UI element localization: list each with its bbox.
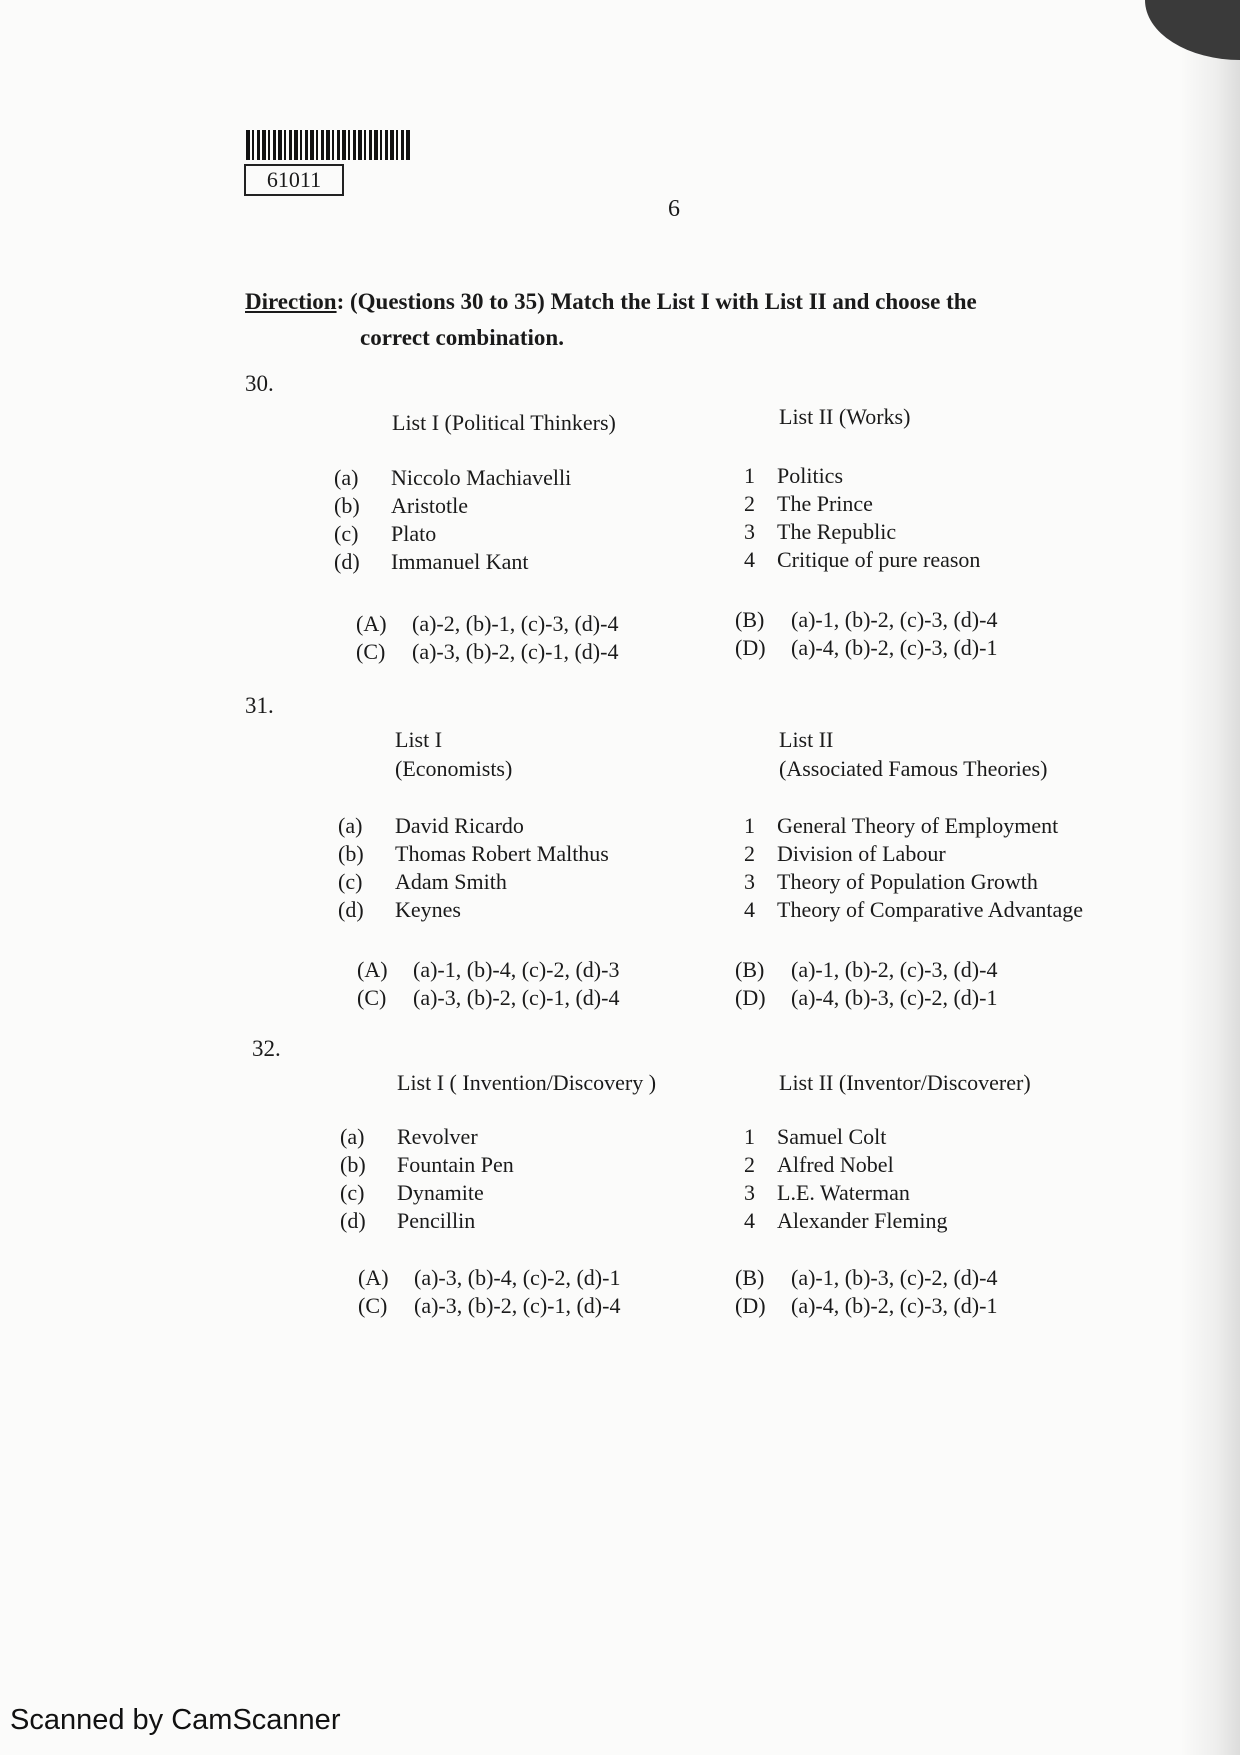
list1 (340, 1123, 514, 1235)
list1-item: (a) Niccolo Machiavelli (334, 465, 572, 490)
list2 (744, 1123, 947, 1235)
options-right (735, 1264, 997, 1320)
list2-item: 1 Politics (744, 463, 844, 488)
direction-line1: : (Questions 30 to 35) Match the List I with List II and choose the (336, 289, 977, 314)
list2-item: 4 Alexander Fleming (744, 1208, 948, 1233)
direction-label: Direction (245, 289, 337, 314)
page-edge-shadow (1180, 0, 1240, 1755)
list2-item: 1 Samuel Colt (744, 1124, 887, 1149)
list2-heading (779, 725, 1047, 783)
list2-heading-line: (Associated Famous Theories) (779, 756, 1048, 781)
option-a[interactable]: (A) (a)-3, (b)-4, (c)-2, (d)-1 (358, 1265, 621, 1290)
list2 (744, 812, 1083, 924)
list2-item: 4 Theory of Comparative Advantage (744, 897, 1084, 922)
list2-item: 2 Division of Labour (744, 841, 946, 866)
options-left (357, 956, 619, 1012)
list1-item: (b) Fountain Pen (340, 1152, 514, 1177)
barcode (246, 130, 411, 160)
scanner-watermark: Scanned by CamScanner (10, 1704, 341, 1736)
list2-heading (779, 1068, 1031, 1097)
list2 (744, 462, 980, 574)
option-d[interactable]: (D) (a)-4, (b)-2, (c)-3, (d)-1 (735, 1293, 998, 1318)
list1 (338, 812, 609, 924)
question-number: 32. (252, 1036, 281, 1061)
option-c[interactable]: (C) (a)-3, (b)-2, (c)-1, (d)-4 (356, 639, 619, 664)
list1-item: (d) Keynes (338, 897, 461, 922)
list1-item: (a) Revolver (340, 1124, 478, 1149)
option-a[interactable]: (A) (a)-1, (b)-4, (c)-2, (d)-3 (357, 957, 620, 982)
question-number: 30. (245, 371, 274, 396)
list2-heading-line: List II (Inventor/Discoverer) (779, 1070, 1031, 1095)
list1-heading (395, 725, 512, 783)
list2-item: 1 General Theory of Employment (744, 813, 1059, 838)
list1-item: (c) Adam Smith (338, 869, 507, 894)
options-right (735, 956, 997, 1012)
list2-heading-line: List II (Works) (779, 404, 911, 429)
list2-heading-line: List II (779, 727, 834, 752)
list1-item: (b) Aristotle (334, 493, 468, 518)
option-b[interactable]: (B) (a)-1, (b)-2, (c)-3, (d)-4 (735, 607, 998, 632)
list1-item: (b) Thomas Robert Malthus (338, 841, 609, 866)
list1-heading-line: List I (Political Thinkers) (392, 410, 616, 435)
list2-item: 3 Theory of Population Growth (744, 869, 1038, 894)
question-number: 31. (245, 693, 274, 718)
list1-item: (c) Dynamite (340, 1180, 484, 1205)
direction-line2: correct combination. (360, 325, 564, 350)
option-d[interactable]: (D) (a)-4, (b)-3, (c)-2, (d)-1 (735, 985, 998, 1010)
list1-item: (a) David Ricardo (338, 813, 524, 838)
option-b[interactable]: (B) (a)-1, (b)-3, (c)-2, (d)-4 (735, 1265, 998, 1290)
list1-item: (d) Immanuel Kant (334, 549, 529, 574)
option-b[interactable]: (B) (a)-1, (b)-2, (c)-3, (d)-4 (735, 957, 998, 982)
list1-heading-line: (Economists) (395, 756, 513, 781)
list1-heading-line: List I ( Invention/Discovery ) (397, 1070, 657, 1095)
option-c[interactable]: (C) (a)-3, (b)-2, (c)-1, (d)-4 (357, 985, 620, 1010)
list1-heading (397, 1068, 656, 1097)
list1-heading-line: List I (395, 727, 443, 752)
list2-item: 2 The Prince (744, 491, 873, 516)
list2-item: 4 Critique of pure reason (744, 547, 981, 572)
list1-item: (d) Pencillin (340, 1208, 476, 1233)
paper-code-box: 61011 (244, 164, 344, 196)
list1-item: (c) Plato (334, 521, 437, 546)
page-corner-fold (1145, 0, 1240, 60)
list2-heading (779, 402, 910, 431)
options-left (358, 1264, 620, 1320)
direction-block (245, 284, 1075, 356)
list2-item: 2 Alfred Nobel (744, 1152, 894, 1177)
options-left (356, 610, 618, 666)
page-number: 6 (668, 196, 680, 222)
option-c[interactable]: (C) (a)-3, (b)-2, (c)-1, (d)-4 (358, 1293, 621, 1318)
options-right (735, 606, 997, 662)
list2-item: 3 The Republic (744, 519, 897, 544)
list1 (334, 464, 571, 576)
option-d[interactable]: (D) (a)-4, (b)-2, (c)-3, (d)-1 (735, 635, 998, 660)
option-a[interactable]: (A) (a)-2, (b)-1, (c)-3, (d)-4 (356, 611, 619, 636)
list2-item: 3 L.E. Waterman (744, 1180, 910, 1205)
list1-heading (392, 408, 616, 437)
